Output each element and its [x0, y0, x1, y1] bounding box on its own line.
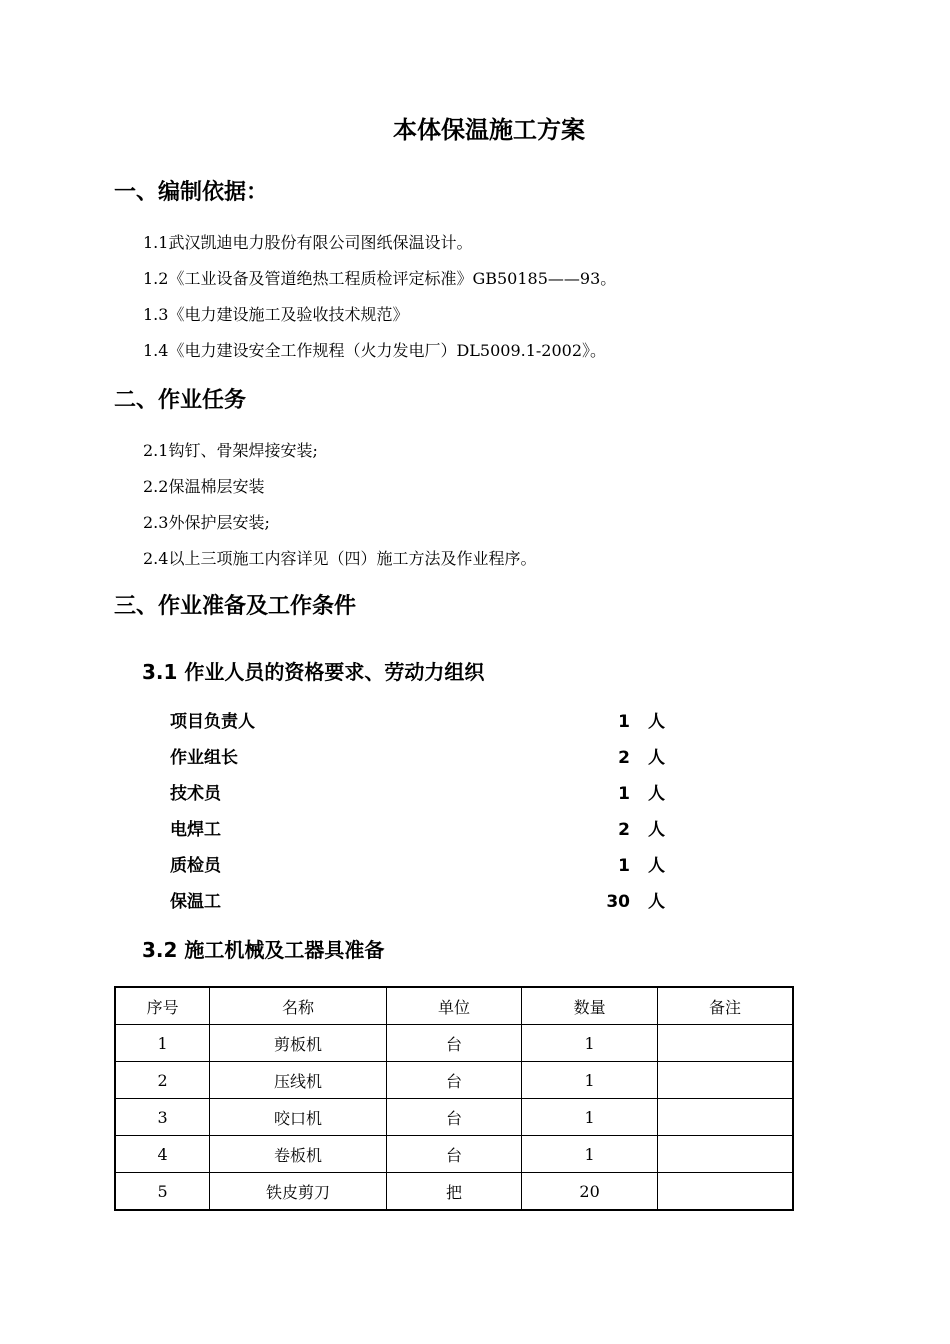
header-cell-name: 名称 — [210, 987, 386, 1025]
table-cell: 台 — [386, 1136, 522, 1173]
header-cell-quantity: 数量 — [522, 987, 658, 1025]
staff-role: 作业组长 — [170, 748, 238, 768]
table-cell: 5 — [115, 1173, 210, 1211]
table-row — [115, 1173, 793, 1211]
table-cell: 台 — [386, 1025, 522, 1062]
staff-count: 30 — [606, 892, 630, 912]
staff-count: 2 — [618, 820, 630, 840]
basis-item-4: 1.4《电力建设安全工作规程（火力发电厂）DL5009.1-2002》。 — [143, 341, 607, 360]
task-item-4: 2.4以上三项施工内容详见（四）施工方法及作业程序。 — [143, 549, 537, 568]
table-cell — [657, 1173, 793, 1211]
staff-count: 1 — [618, 784, 630, 804]
table-cell: 1 — [522, 1062, 658, 1099]
table-cell — [657, 1025, 793, 1062]
task-item-2: 2.2保温棉层安装 — [143, 477, 265, 496]
table-cell — [657, 1099, 793, 1136]
table-cell: 3 — [115, 1099, 210, 1136]
staff-unit: 人 — [648, 892, 665, 912]
staff-role: 保温工 — [170, 892, 221, 912]
table-cell: 铁皮剪刀 — [210, 1173, 386, 1211]
table-cell: 咬口机 — [210, 1099, 386, 1136]
staff-unit: 人 — [648, 712, 665, 732]
header-cell-index: 序号 — [115, 987, 210, 1025]
staff-count: 1 — [618, 856, 630, 876]
staff-row — [170, 854, 690, 878]
section-heading-basis: 一、编制依据： — [114, 180, 269, 205]
table-header-row — [115, 987, 793, 1025]
staff-row — [170, 782, 690, 806]
staff-role: 技术员 — [170, 784, 221, 804]
subsection-heading-tools: 3.2 施工机械及工器具准备 — [142, 938, 385, 962]
table-cell: 台 — [386, 1099, 522, 1136]
table-cell: 4 — [115, 1136, 210, 1173]
table-row — [115, 1099, 793, 1136]
basis-item-2: 1.2《工业设备及管道绝热工程质检评定标准》GB50185——93。 — [143, 269, 617, 288]
staff-role: 项目负责人 — [170, 712, 255, 732]
table-cell: 1 — [522, 1136, 658, 1173]
table-cell: 20 — [522, 1173, 658, 1211]
table-cell — [657, 1062, 793, 1099]
section-heading-preparation: 三、作业准备及工作条件 — [114, 594, 357, 619]
staff-row — [170, 710, 690, 734]
staff-unit: 人 — [648, 856, 665, 876]
table-cell: 1 — [522, 1025, 658, 1062]
table-cell: 2 — [115, 1062, 210, 1099]
table-row — [115, 1136, 793, 1173]
header-cell-unit: 单位 — [386, 987, 522, 1025]
table-cell: 卷板机 — [210, 1136, 386, 1173]
table-cell: 把 — [386, 1173, 522, 1211]
table-cell: 台 — [386, 1062, 522, 1099]
header-cell-remarks: 备注 — [657, 987, 793, 1025]
basis-item-3: 1.3《电力建设施工及验收技术规范》 — [143, 305, 409, 324]
staff-unit: 人 — [648, 820, 665, 840]
tools-table — [114, 986, 794, 1211]
table-cell: 1 — [522, 1099, 658, 1136]
table-row — [115, 1025, 793, 1062]
table-cell: 剪板机 — [210, 1025, 386, 1062]
document-title: 本体保温施工方案 — [393, 116, 585, 144]
staff-unit: 人 — [648, 784, 665, 804]
table-cell — [657, 1136, 793, 1173]
section-heading-tasks: 二、作业任务 — [114, 388, 247, 413]
table-cell: 1 — [115, 1025, 210, 1062]
task-item-3: 2.3外保护层安装; — [143, 513, 270, 532]
staff-unit: 人 — [648, 748, 665, 768]
staff-count: 1 — [618, 712, 630, 732]
staff-count: 2 — [618, 748, 630, 768]
table-row — [115, 1062, 793, 1099]
subsection-heading-personnel: 3.1 作业人员的资格要求、劳动力组织 — [142, 660, 485, 684]
staff-role: 质检员 — [170, 856, 221, 876]
staff-row — [170, 746, 690, 770]
staff-row — [170, 890, 690, 914]
table-cell: 压线机 — [210, 1062, 386, 1099]
staff-role: 电焊工 — [170, 820, 221, 840]
staff-row — [170, 818, 690, 842]
basis-item-1: 1.1武汉凯迪电力股份有限公司图纸保温设计。 — [143, 233, 473, 252]
task-item-1: 2.1钩钉、骨架焊接安装; — [143, 441, 318, 460]
